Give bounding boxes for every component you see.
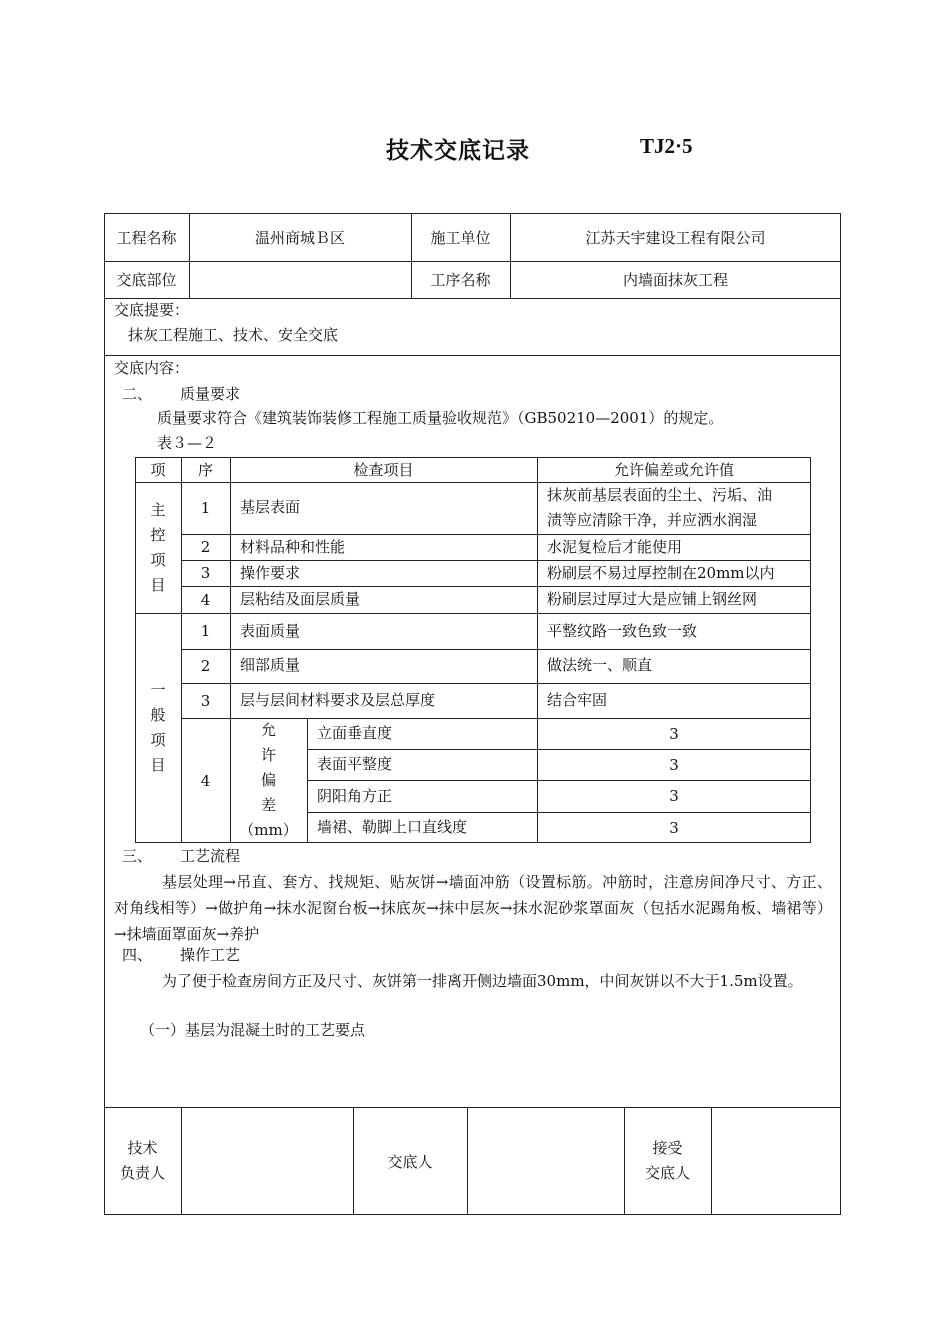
discloser-signature [467,1107,624,1215]
table-row-seq: 1 [200,499,211,517]
table-row-check: 细部质量 [240,656,301,674]
table-row-allow: 平整纹路一致色致一致 [547,622,698,640]
tolerance-check: 墙裙、勒脚上口直线度 [317,818,468,836]
table-line [181,560,811,561]
process-label: 工序名称 [430,271,491,289]
section-3-number: 三、 [122,847,153,865]
tolerance-value: 3 [669,724,679,743]
table-line [181,683,811,684]
table-row-allow: 渍等应清除干净，并应洒水润湿 [547,511,758,529]
section-3-title: 工艺流程 [180,847,241,865]
header-seq: 序 [197,461,213,479]
main-control-group: 主控项目 [150,500,166,594]
table-row-allow: 做法统一、顺直 [547,656,653,674]
table-row-allow: 水泥复检后才能使用 [547,538,683,556]
table-row-check: 基层表面 [240,498,301,516]
subsection-1: （一）基层为混凝土时的工艺要点 [140,1021,366,1039]
contractor-value: 江苏天宇建设工程有限公司 [585,228,766,247]
table-row-allow: 抹灰前基层表面的尘土、污垢、油 [547,486,773,504]
section-2-text: 质量要求符合《建筑装饰装修工程施工质量验收规范》（GB50210—2001）的规定。 [157,409,724,427]
location-value [189,261,411,298]
document-code: TJ2·5 [640,134,693,158]
table-row-seq: 2 [200,657,211,675]
table-row-check: 表面质量 [240,622,301,640]
header-allowance: 允许偏差或允许值 [613,461,734,479]
process-value: 内墙面抹灰工程 [622,271,728,289]
tolerance-value: 3 [669,787,679,805]
project-name-value: 温州商城Ｂ区 [254,228,345,247]
tolerance-check: 表面平整度 [317,755,393,773]
tolerance-seq: 4 [200,771,211,790]
table-line [181,534,811,535]
table-row-seq: 3 [200,564,211,582]
divider [104,298,841,299]
table-caption: 表３—２ [157,434,218,452]
table-row-check: 层与层间材料要求及层总厚度 [240,691,436,709]
tolerance-check: 立面垂直度 [317,724,393,742]
table-row-seq: 4 [200,590,211,609]
tech-lead-label: 技术 负责人 [119,1139,165,1182]
tolerance-value: 3 [669,818,679,837]
table-row-seq: 3 [200,691,211,710]
table-row-check: 层粘结及面层质量 [240,590,361,608]
table-row-allow: 粉刷层过厚过大是应铺上钢丝网 [547,590,758,608]
section-3-text: 基层处理→吊直、套方、找规矩、贴灰饼→墙面冲筋（设置标筋。冲筋时，注意房间净尺寸、方正、对角线相等）→做护角→抹水泥窗台板→抹底灰→抹中层灰→抹水泥砂浆罩面灰（包括水泥踢角板、墙裙等）→抹墙面罩面灰→养护 [114,873,832,943]
location-label: 交底部位 [116,271,177,289]
discloser-label: 交底人 [387,1152,433,1171]
table-row-allow: 粉刷层不易过厚控制在20mm以内 [547,564,775,582]
table-line [181,586,811,587]
content-label: 交底内容： [114,359,190,377]
header-item: 项 [150,461,166,479]
section-4-title: 操作工艺 [180,946,241,964]
section-2-title: 质量要求 [180,385,241,403]
receiver-label: 接受 交底人 [644,1139,690,1182]
general-group: 一般项目 [150,681,166,774]
table-row-check: 材料品种和性能 [240,538,346,556]
section-2-number: 二、 [122,385,153,403]
section-4-number: 四、 [122,946,153,964]
summary-label: 交底提要： [114,301,190,319]
divider [104,355,841,356]
summary-text: 抹灰工程施工、技术、安全交底 [128,326,339,344]
tolerance-value: 3 [669,755,679,774]
table-row-seq: 1 [200,622,211,640]
section-4-text: 为了便于检查房间方正及尺寸、灰饼第一排离开侧边墙面30mm，中间灰饼以不大于1.5m设置。 [162,972,803,990]
header-check-item: 检查项目 [353,461,414,479]
contractor-label: 施工单位 [430,228,491,247]
table-row-allow: 结合牢固 [547,691,608,709]
document-title: 技术交底记录 [386,137,530,164]
table-line [135,613,811,614]
table-line [135,482,811,483]
receiver-signature [711,1107,841,1215]
tolerance-check: 阴阳角方正 [317,787,393,805]
project-name-label: 工程名称 [116,228,177,247]
table-row-seq: 2 [200,538,211,556]
tolerance-label: 允 许 偏 差 （mm） [239,721,298,839]
tech-lead-signature [181,1107,353,1215]
table-line [181,649,811,650]
table-row-check: 操作要求 [240,564,301,582]
